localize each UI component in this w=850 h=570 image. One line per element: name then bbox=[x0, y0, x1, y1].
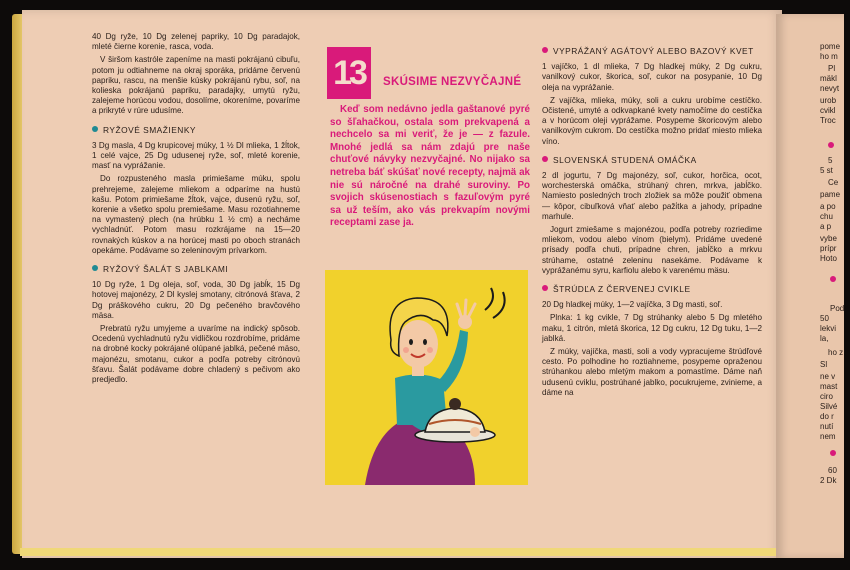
fragment-text: vybe bbox=[820, 234, 837, 243]
method-text: Z múky, vajíčka, masti, soli a vody vypracujeme štrúdľové cesto. Po polhodine ho roztiahneme, posypeme opraženou strúhankou alebo mletým makom a pomastíme. Dáme naň udusenú cviklu, postrúhané jablko, pocukrujeme, zvinieme, a dáme na bbox=[542, 347, 762, 397]
fragment-text: a p bbox=[820, 222, 832, 231]
bullet-dot-icon bbox=[92, 265, 98, 271]
fragment-text: ciro bbox=[820, 392, 833, 401]
fragment-text: urob bbox=[820, 96, 837, 105]
ingredients-text: 2 dl jogurtu, 7 Dg majonézy, soľ, cukor, horčica, ocot, worchesterská omáčka, strúhaný chren, mrkva, jabĺčko. Namiesto posledných troch zložiek sa môže použiť obmena — kôpor, cibuľková vňať alebo paži̇tka a jahody, prípadne marhule. bbox=[542, 171, 762, 221]
fragment-text: ho z bbox=[828, 348, 844, 357]
fragment-text: pome bbox=[820, 42, 841, 51]
bullet-dot-icon bbox=[542, 47, 548, 53]
section-heading-slovenska-omacka: SLOVENSKÁ STUDENÁ OMÁČKA bbox=[542, 155, 762, 165]
ingredients-text: 40 Dg ryže, 10 Dg zelenej papriky, 10 Dg paradajok, mleté čierne korenie, rasca, voda. bbox=[92, 32, 300, 52]
next-page-edge bbox=[776, 14, 844, 558]
section-heading-ryzovy-salat: RYŽOVÝ ŠALÁT S JABLKAMI bbox=[92, 264, 300, 274]
method-text: Z vajíčka, mlieka, múky, soli a cukru urobíme cestíčko. Očistené, umyté a odkvapkané kvety namočíme do cestíčka a v horúcom oleji vyprážame. Posypeme škoricovým alebo vanilkovým cukrom. Do cestíčka možno pridať miesto mlieka víno. bbox=[542, 95, 762, 146]
bullet-dot-icon bbox=[542, 156, 548, 162]
fragment-text: mast bbox=[820, 382, 838, 391]
fragment-text: nutí bbox=[820, 422, 834, 431]
fragment-text: 2 Dk bbox=[820, 476, 837, 485]
method-text: V širšom kastróle zapeníme na masti pokrájanú cibuľu, potom ju odtiahneme na okraj sporáka, pridáme červenú papriku, rascu, na menšie kúsky pokrájanú rybu, soľ, na kolieska pokrájanú papriku, paradajky, umytú ryžu, zalejeme horúcou vodou, dosolíme, okoreníme, povaríme a prikryté v rúre udusíme. bbox=[92, 55, 300, 116]
fragment-text: Silvé bbox=[820, 402, 838, 411]
intro-paragraph: Keď som nedávno jedla gaštanové pyré so šľahačkou, ostala som prekvapená a nechcelo sa mi veriť, že je — z fazule. Mnohé jedlá sa nám zdajú pre naše chuťové návyky nezvyčajné. No nijako sa netreba báť skúšať nové recepty, najmä ak nie sú náročné na drahé suroviny. Po svojich skúsenostiach s fazuľovým pyré sa už teším, ako vás prekvapím novými receptami zase ja. bbox=[330, 104, 530, 229]
ingredients-text: 10 Dg ryže, 1 Dg oleja, soľ, voda, 30 Dg jabĺk, 15 Dg hotovej majonézy, 2 Dl kyslej smotany, citrónová šťava, 2 Dg práškového cukru, 20 Dg pečeného bravčového mäsa. bbox=[92, 280, 300, 320]
fragment-text: Pod bbox=[830, 304, 844, 313]
section-heading-ryzove-smazienky: RYŽOVÉ SMAŽIENKY bbox=[92, 125, 300, 135]
fragment-text: prípr bbox=[820, 244, 837, 253]
ingredients-text: 1 vajíčko, 1 dl mlieka, 7 Dg hladkej múky, 2 Dg cukru, vanilkový cukor, škorica, soľ, cukor na posypanie, 10 Dg oleja na vyprážanie. bbox=[542, 62, 762, 92]
fragment-text: 5 bbox=[828, 156, 833, 165]
method-text: Do rozpusteného masla primiešame múku, spolu prehrejeme, zalejeme mliekom a odparíme na hustú kašu. Potom primiešame žĺtok, vajce, dusenú ryžu, soľ, korenie a všetko spolu premiešame. Masu rozotiahneme na vymastený plech (na hrúbku 1 ½ cm) a necháme vychladnúť. Potom masu rozkrájame na 15—20 rovnakých kúskov a na horúcej masti po oboch stranách opekáme. Podávame so zeleninovým prívarkom. bbox=[92, 174, 300, 255]
fragment-text: 5 st bbox=[820, 166, 833, 175]
fragment-text: Pl bbox=[828, 64, 836, 73]
fragment-text: nevyt bbox=[820, 84, 840, 93]
bullet-dot-icon bbox=[830, 450, 836, 456]
bullet-dot-icon bbox=[828, 142, 834, 148]
woman-serving-dish-illustration bbox=[325, 270, 528, 485]
bullet-dot-icon bbox=[830, 276, 836, 282]
fragment-text: ho m bbox=[820, 52, 838, 61]
fragment-text: chu bbox=[820, 212, 833, 221]
recipe-number-badge: 13 bbox=[327, 47, 371, 99]
fragment-text: do r bbox=[820, 412, 834, 421]
ingredients-text: 3 Dg masla, 4 Dg krupicovej múky, 1 ½ Dl mlieka, 1 žĺtok, 1 celé vajce, 25 Dg udusenej ryže, soľ, mleté korenie, masť na vyprážanie. bbox=[92, 140, 300, 171]
fragment-text: 60 bbox=[828, 466, 837, 475]
fragment-text: pame bbox=[820, 190, 841, 199]
woman-illustration-icon bbox=[325, 270, 528, 485]
page-bottom-edge bbox=[20, 548, 780, 556]
method-text: Prebratú ryžu umyjeme a uvaríme na indický spôsob. Ocedenú vychladnutú ryžu vidličkou rozdrobíme, pridáme na drobné kocky pokrájané olúpané jablká, pečené mäso, majonézu, smotanu, cukor a podľa potreby citrónovú šťavu. Šalát podávame dobre chladený s pečivom ako predjedlo. bbox=[92, 324, 300, 385]
fragment-text: mäkl bbox=[820, 74, 837, 83]
fragment-text: la, bbox=[820, 334, 829, 343]
fragment-text: lekvi bbox=[820, 324, 837, 333]
fragment-text: ne v bbox=[820, 372, 836, 381]
fragment-text: Sl bbox=[820, 360, 828, 369]
right-column bbox=[542, 46, 762, 401]
method-text: Plnka: 1 kg cvikle, 7 Dg strúhanky alebo 5 Dg mletého maku, 1 citrón, mletá škorica, 12 Dg cukru, 12 Dg tuku, 1—2 jablká. bbox=[542, 313, 762, 343]
fragment-text: 50 bbox=[820, 314, 829, 323]
bullet-dot-icon bbox=[542, 285, 548, 291]
bullet-dot-icon bbox=[92, 126, 98, 132]
section-heading-vyprazany-kvet: VYPRÁŽANÝ AGÁTOVÝ ALEBO BAZOVÝ KVET bbox=[542, 46, 762, 56]
fragment-text: cvikl bbox=[820, 106, 836, 115]
page-title: SKÚSIME NEZVYČAJNÉ bbox=[383, 76, 522, 88]
fragment-text: Troc bbox=[820, 116, 836, 125]
fragment-text: Hoto bbox=[820, 254, 837, 263]
fragment-text: nem bbox=[820, 432, 836, 441]
ingredients-text: 20 Dg hladkej múky, 1—2 vajíčka, 3 Dg masti, soľ. bbox=[542, 300, 723, 310]
section-heading-strudla: ŠTRÚDĽA Z ČERVENEJ CVIKLE bbox=[542, 284, 762, 294]
fragment-text: Ce bbox=[828, 178, 839, 187]
method-text: Jogurt zmiešame s majonézou, podľa potreby rozriedime mliekom, vodou alebo vínom (bielym). Pridáme uvedené prísady podľa chuti, prípadne chren, jabĺčko a mrkvu strúhame, ostatné zeleninu nasekáme. Podávame k vyprážanému syru, karfiolu alebo k varenému mäsu. bbox=[542, 225, 762, 275]
left-column bbox=[92, 32, 300, 388]
fragment-text: a po bbox=[820, 202, 836, 211]
